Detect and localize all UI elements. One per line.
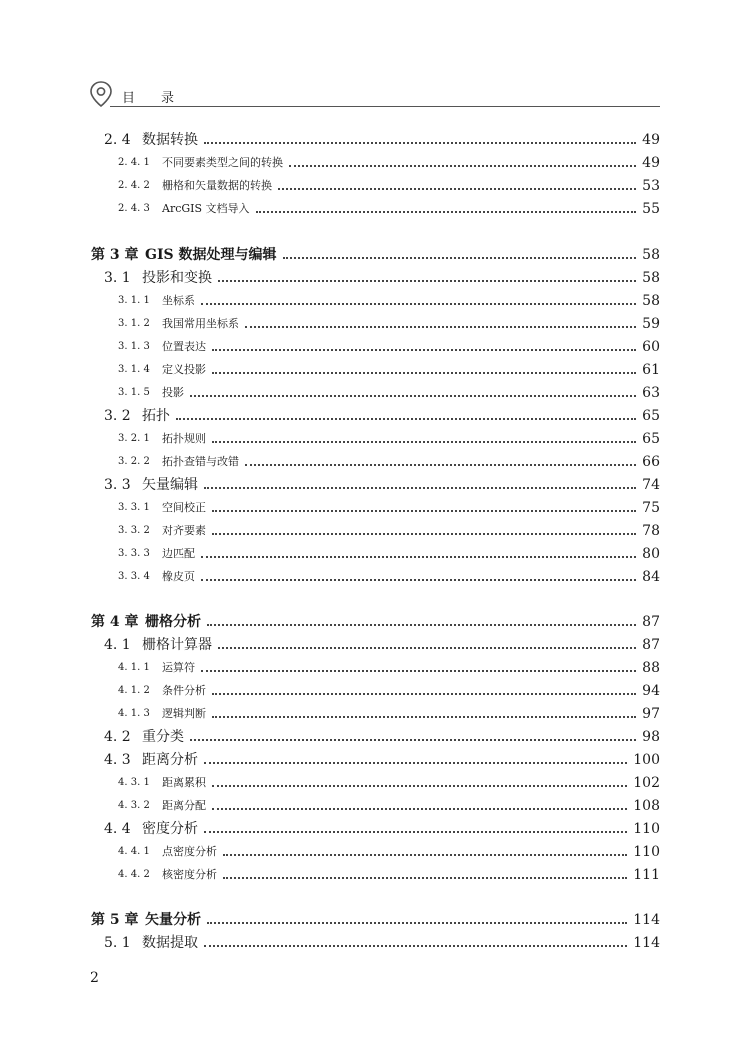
toc-entry-page: 58 [642, 247, 660, 263]
toc-entry-number: 4. 1. 1 [118, 662, 150, 673]
toc-leader-dots [289, 145, 636, 167]
toc-entry-page: 114 [633, 935, 660, 951]
toc-entry-number: 4. 3. 2 [118, 800, 150, 811]
toc-entry[interactable] [104, 933, 660, 953]
toc-entry-page: 110 [633, 844, 660, 860]
toc-entry[interactable] [118, 199, 660, 219]
toc-leader-dots [201, 650, 636, 672]
toc-entry-title: 不同要素类型之间的转换 [162, 156, 283, 169]
toc-entry-number: 4. 3 [104, 752, 131, 768]
header-title-part-2: 录 [161, 91, 175, 106]
toc-leader-dots [212, 513, 636, 535]
toc-entry-page: 88 [642, 660, 660, 676]
toc-entry-title: 点密度分析 [162, 845, 217, 858]
toc-leader-dots [223, 834, 627, 856]
toc-entry-page: 97 [642, 706, 660, 722]
toc-entry-number: 4. 4 [104, 821, 131, 837]
toc-entry-page: 87 [642, 614, 660, 630]
toc-leader-dots [256, 191, 637, 213]
toc-leader-dots [212, 765, 627, 787]
toc-leader-dots [245, 444, 636, 466]
toc-entry-number: 3. 2. 2 [118, 456, 150, 467]
toc-entry-title: 运算符 [162, 661, 195, 674]
toc-leader-dots [176, 398, 636, 420]
toc-leader-dots [204, 467, 636, 489]
toc-entry-title: 边匹配 [162, 547, 195, 560]
toc-entry-page: 108 [633, 798, 660, 814]
toc-entry-title: 数据提取 [142, 935, 198, 951]
toc-leader-dots [212, 421, 636, 443]
toc-entry-page: 55 [642, 201, 660, 217]
toc-leader-dots [204, 742, 627, 764]
toc-entry-number: 4. 4. 1 [118, 846, 150, 857]
toc-entry-number: 3. 1. 5 [118, 387, 150, 398]
toc-entry-page: 49 [642, 155, 660, 171]
toc-leader-dots [207, 604, 636, 626]
toc-leader-dots [190, 719, 636, 741]
toc-entry-page: 94 [642, 683, 660, 699]
toc-leader-dots [223, 857, 627, 879]
toc-leader-dots [212, 352, 636, 374]
toc-entry[interactable] [118, 865, 660, 885]
toc-entry-title: 密度分析 [142, 821, 198, 837]
toc-entry-title: 矢量分析 [145, 912, 201, 928]
toc-entry-title: 栅格分析 [145, 614, 201, 630]
toc-entry-number: 3. 3. 3 [118, 548, 150, 559]
toc-leader-dots [212, 696, 636, 718]
toc-entry-title: 空间校正 [162, 501, 206, 514]
toc-entry-page: 65 [642, 408, 660, 424]
toc-entry-number: 3. 3. 2 [118, 525, 150, 536]
toc-entry-title: 位置表达 [162, 340, 206, 353]
toc-leader-dots [283, 237, 637, 259]
toc-entry-number: 3. 2. 1 [118, 433, 150, 444]
toc-entry-page: 111 [633, 867, 660, 883]
toc-entry-number: 第 4 章 [91, 614, 139, 630]
toc-entry-title: 拓扑查错与改错 [162, 455, 239, 468]
toc-leader-dots [204, 811, 627, 833]
toc-entry-page: 87 [642, 637, 660, 653]
toc-leader-dots [212, 788, 627, 810]
toc-entry-number: 3. 3 [104, 477, 131, 493]
toc-entry-title: 距离分配 [162, 799, 206, 812]
toc-entry-page: 58 [642, 270, 660, 286]
toc-leader-dots [218, 260, 636, 282]
toc-leader-dots [245, 306, 636, 328]
toc-entry-title: 栅格计算器 [142, 637, 212, 653]
toc-entry-title: 数据转换 [142, 132, 198, 148]
toc-leader-dots [278, 168, 636, 190]
toc-entry-number: 5. 1 [104, 935, 131, 951]
toc-entry-page: 98 [642, 729, 660, 745]
toc-entry-number: 4. 1. 3 [118, 708, 150, 719]
header-title-part-1: 目 [122, 91, 136, 106]
toc-leader-dots [190, 375, 636, 397]
toc-entry-number: 4. 2 [104, 729, 131, 745]
toc-entry-number: 3. 1. 3 [118, 341, 150, 352]
toc-entry-title: 我国常用坐标系 [162, 317, 239, 330]
toc-entry-title: 距离累积 [162, 776, 206, 789]
toc-leader-dots [212, 673, 636, 695]
toc-entry-title: 拓扑规则 [162, 432, 206, 445]
toc-entry-page: 102 [633, 775, 660, 791]
toc-leader-dots [212, 490, 636, 512]
toc-entry-number: 4. 3. 1 [118, 777, 150, 788]
toc-entry[interactable] [118, 567, 660, 587]
toc-leader-dots [204, 122, 636, 144]
toc-entry-page: 49 [642, 132, 660, 148]
toc-leader-dots [212, 329, 636, 351]
toc-leader-dots [204, 925, 627, 947]
toc-entry-page: 58 [642, 293, 660, 309]
toc-leader-dots [201, 536, 636, 558]
toc-entry-page: 63 [642, 385, 660, 401]
toc-entry-number: 3. 1. 1 [118, 295, 150, 306]
toc-entry-page: 78 [642, 523, 660, 539]
toc-entry-title: 对齐要素 [162, 524, 206, 537]
toc-entry-page: 84 [642, 569, 660, 585]
toc-entry-title: 投影 [162, 386, 184, 399]
toc-entry-number: 3. 3. 1 [118, 502, 150, 513]
toc-entry-page: 59 [642, 316, 660, 332]
toc-entry-title: 重分类 [142, 729, 184, 745]
toc-entry-page: 60 [642, 339, 660, 355]
toc-entry-title: GIS 数据处理与编辑 [145, 247, 277, 263]
toc-entry-page: 110 [633, 821, 660, 837]
toc-entry-title: 逻辑判断 [162, 707, 206, 720]
toc-entry-page: 65 [642, 431, 660, 447]
toc-leader-dots [201, 559, 636, 581]
toc-entry-number: 2. 4. 1 [118, 157, 150, 168]
toc-entry-title: ArcGIS 文档导入 [162, 202, 250, 215]
toc-entry-page: 75 [642, 500, 660, 516]
toc-entry-number: 3. 3. 4 [118, 571, 150, 582]
toc-leader-dots [207, 902, 627, 924]
toc-entry-number: 3. 1 [104, 270, 131, 286]
toc-entry-number: 第 5 章 [91, 912, 139, 928]
toc-entry-number: 3. 1. 2 [118, 318, 150, 329]
toc-entry-title: 条件分析 [162, 684, 206, 697]
toc-entry-title: 投影和变换 [142, 270, 212, 286]
toc-entry-page: 61 [642, 362, 660, 378]
toc-entry-title: 橡皮页 [162, 570, 195, 583]
toc-entry-page: 66 [642, 454, 660, 470]
toc-entry-page: 114 [633, 912, 660, 928]
toc-entry-number: 4. 1. 2 [118, 685, 150, 696]
toc-entry-number: 3. 1. 4 [118, 364, 150, 375]
toc-entry-number: 3. 2 [104, 408, 131, 424]
toc-entry-number: 4. 4. 2 [118, 869, 150, 880]
toc-entry-title: 矢量编辑 [142, 477, 198, 493]
toc-leader-dots [218, 627, 636, 649]
toc-entry-title: 栅格和矢量数据的转换 [162, 179, 272, 192]
toc-entry-page: 74 [642, 477, 660, 493]
toc-entry-title: 定义投影 [162, 363, 206, 376]
toc-entry-title: 距离分析 [142, 752, 198, 768]
toc-entry-page: 80 [642, 546, 660, 562]
toc-entry-number: 2. 4. 2 [118, 180, 150, 191]
toc-entry-number: 第 3 章 [91, 247, 139, 263]
toc-entry-title: 核密度分析 [162, 868, 217, 881]
toc-entry-title: 拓扑 [142, 408, 170, 424]
toc-entry-page: 53 [642, 178, 660, 194]
toc-entry-number: 4. 1 [104, 637, 131, 653]
toc-entry-title: 坐标系 [162, 294, 195, 307]
toc-entry-number: 2. 4. 3 [118, 203, 150, 214]
toc-entry-number: 2. 4 [104, 132, 131, 148]
toc-leader-dots [201, 283, 636, 305]
page-number: 2 [90, 970, 99, 986]
toc-entry-page: 100 [633, 752, 660, 768]
